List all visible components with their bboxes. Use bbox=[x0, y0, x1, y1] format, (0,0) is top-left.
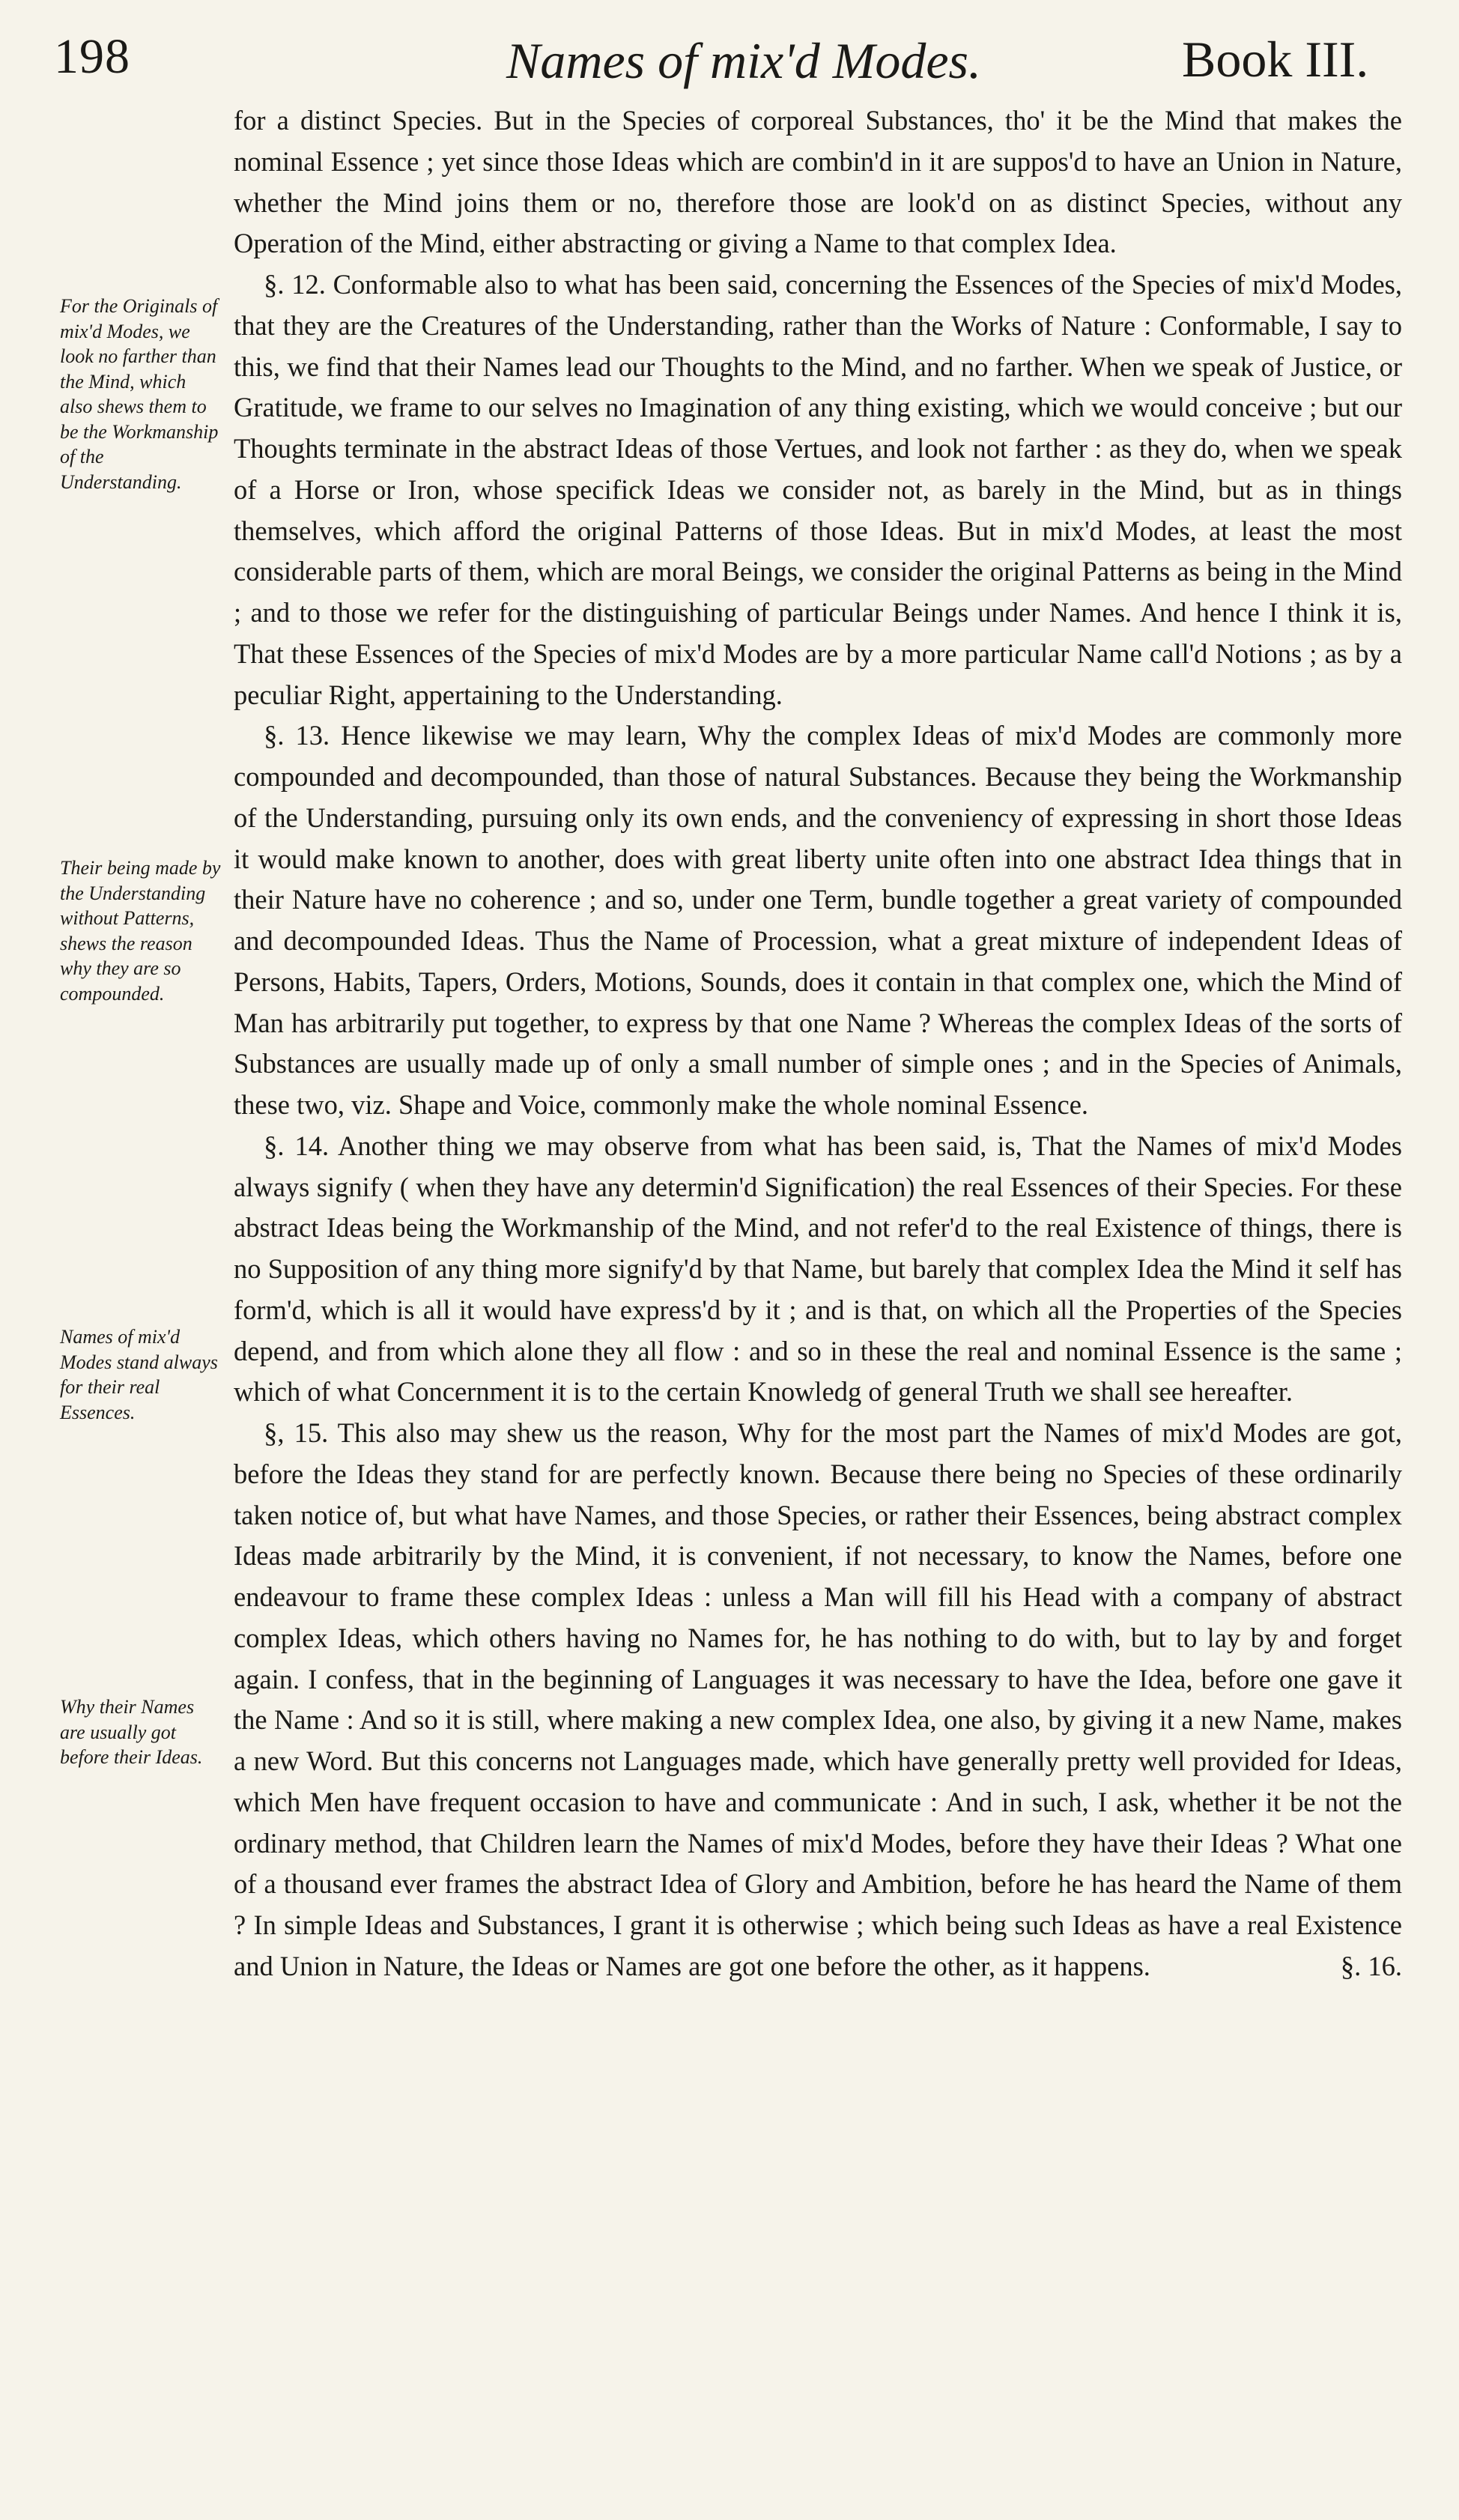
running-title: Names of mix'd Modes. bbox=[506, 32, 982, 89]
main-text bbox=[234, 100, 1402, 1987]
paragraph-section-13: §. 13. Hence likewise we may learn, Why the complex Ideas of mix'd Modes are commonly more compounded and decompounded, than those of natural Substances. Because they being the Workmanship of the Understanding, pursuing only its own ends, and the conveniency of expressing in short those Ideas it would make known to another, does with great liberty unite often into one abstract Idea things that in their Nature have no coherence ; and so, under one Term, bundle together a great variety of compounded and decompounded Ideas. Thus the Name of Procession, what a great mixture of independent Ideas of Persons, Habits, Tapers, Orders, Motions, Sounds, does it contain in that complex one, which the Mind of Man has arbitrarily put together, to express by that one Name ? Whereas the complex Ideas of the sorts of Substances are usually made up of only a small number of simple ones ; and in the Species of Animals, these two, viz. Shape and Voice, commonly make the whole nominal Essence. bbox=[234, 720, 1402, 1120]
paragraph-section-14: §. 14. Another thing we may observe from what has been said, is, That the Names of mix'd Modes always signify ( when they have any determin'd Signification) the real Essences of their Species. For these abstract Ideas being the Workmanship of the Mind, and not refer'd to the real Existence of things, there is no Supposition of any thing more signify'd by that Name, but barely that complex Idea the Mind it self has form'd, which is all it would have express'd by it ; and is that, on which all the Properties of the Species depend, and from which alone they all flow : and so in these the real and nominal Essence is the same ; which of what Concernment it is to the certain Knowledg of general Truth we shall see hereafter. bbox=[234, 1130, 1402, 1408]
book-label: Book III. bbox=[1182, 31, 1369, 88]
paragraph-section-12: §. 12. Conformable also to what has been said, concerning the Essences of the Species of mix'd Modes, that they are the Creatures of the Understanding, rather than the Works of Nature : Conformable, I say to this, we find that their Names lead our Thoughts to the Mind, and no farther. When we speak of Justice, or Gratitude, we frame to our selves no Imagination of any thing existing, which we would conceive ; but our Thoughts terminate in the abstract Ideas of those Vertues, and look not farther : as they do, when we speak of a Horse or Iron, whose specifick Ideas we consider not, as barely in the Mind, but as in things themselves, which afford the original Patterns of those Ideas. But in mix'd Modes, at least the most considerable parts of them, which are moral Beings, we consider the original Patterns as being in the Mind ; and to those we refer for the distinguishing of particular Beings under Names. And hence I think it is, That these Essences of the Species of mix'd Modes are by a more particular Name call'd Notions ; as by a peculiar Right, appertaining to the Understanding. bbox=[234, 269, 1402, 710]
paragraph-section-15: §, 15. This also may shew us the reason, Why for the most part the Names of mix'd Modes are got, before the Ideas they stand for are perfectly known. Because there being no Species of these ordinarily taken notice of, but what have Names, and those Species, or rather their Essences, being abstract complex Ideas made arbitrarily by the Mind, it is convenient, if not necessary, to know the Names, before one endeavour to frame these complex Ideas : unless a Man will fill his Head with a company of abstract complex Ideas, which others having no Names for, he has nothing to do with, but to lay by and forget again. I confess, that in the beginning of Languages it was necessary to have the Idea, before one gave it the Name : And so it is still, where making a new complex Idea, one also, by giving it a new Name, makes a new Word. But this concerns not Languages made, which have generally pretty well provided for Ideas, which Men have frequent occasion to have and communicate : And in such, I ask, whether it be not the ordinary method, that Children learn the Names of mix'd Modes, before they have their Ideas ? What one of a thousand ever frames the abstract Idea of Glory and Ambition, before he has heard the Name of them ? In simple Ideas and Substances, I grant it is otherwise ; which being such Ideas as have a real Existence and Union in Nature, the Ideas or Names are got one before the other, as it happens. bbox=[234, 1417, 1402, 1981]
side-note-compounded: Their being made by the Understanding without Patterns, shews the reason why they are so compounded. bbox=[60, 857, 221, 1005]
side-note-originals: For the Originals of mix'd Modes, we look no farther than the Mind, which also shews them to be the Workmanship of the Understanding. bbox=[60, 295, 219, 493]
side-note-real-essences: Names of mix'd Modes stand always for their real Essences. bbox=[60, 1326, 218, 1423]
catchword: §. 16. bbox=[1340, 1950, 1402, 1981]
page-header bbox=[0, 28, 1459, 96]
side-note-names-before-ideas: Why their Names are usually got before their Ideas. bbox=[60, 1696, 203, 1769]
paragraph-continued: for a distinct Species. But in the Species of corporeal Substances, tho' it be the Mind that makes the nominal Essence ; yet since those Ideas which are combin'd in it are suppos'd to have an Union in Nature, whether the Mind joins them or no, therefore those are look'd on as distinct Species, without any Operation of the Mind, either abstracting or giving a Name to that complex Idea. bbox=[234, 105, 1402, 259]
page-number: 198 bbox=[54, 29, 130, 84]
